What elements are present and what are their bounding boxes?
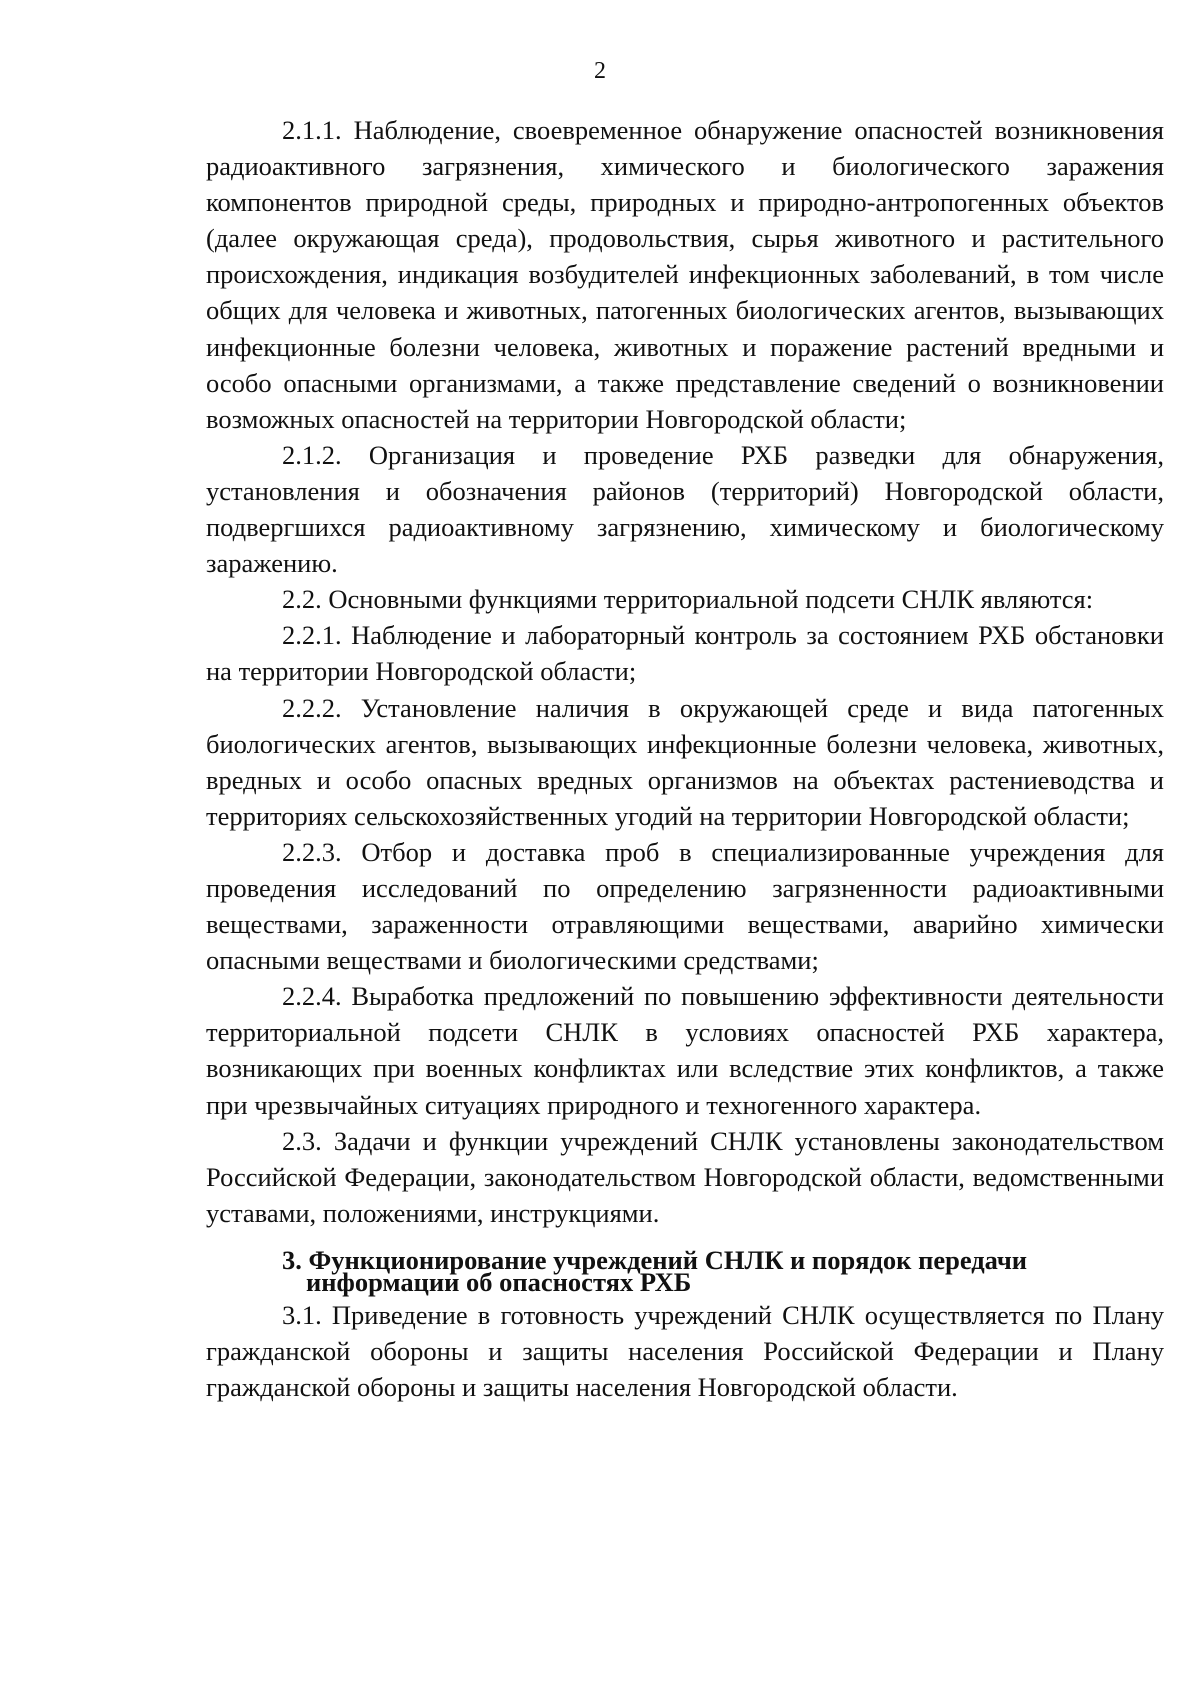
document-body (206, 112, 1164, 1405)
section-3-heading (206, 1244, 1164, 1297)
page-number: 2 (594, 58, 606, 84)
paragraph-2-3: 2.3. Задачи и функции учреждений СНЛК установлены законодательством Российской Федерации, законодательством Новгородской области, ведомственными уставами, положениями, инструкциями. (206, 1125, 1164, 1228)
paragraph-2-1-1: 2.1.1. Наблюдение, своевременное обнаружение опасностей возникновения радиоактивного загрязнения, химического и биологического заражения компонентов природной среды, природных и природно-антропогенных объектов (далее окружающая среда), продовольствия, сырья животного и растительного происхождения, индикация возбудителей инфекционных заболеваний, в том числе общих для человека и животных, патогенных биологических агентов, вызывающих инфекционные болезни человека, животных и поражение растений вредными и особо опасными организмами, а также представление сведений о возникновении возможных опасностей на территории Новгородской области; (206, 115, 1164, 434)
paragraph-2-2-2: 2.2.2. Установление наличия в окружающей среде и вида патогенных биологических агентов, вызывающих инфекционные болезни человека, животных, вредных и особо опасных вредных организмов на объектах растениеводства и территориях сельскохозяйственных угодий на территории Новгородской области; (206, 692, 1164, 831)
section-3-heading-line1: 3. Функционирование учреждений СНЛК и порядок передачи (282, 1244, 1028, 1275)
paragraph-2-2-1: 2.2.1. Наблюдение и лабораторный контроль за состоянием РХБ обстановки на территории Новгородской области; (206, 620, 1164, 687)
paragraph-3-1: 3.1. Приведение в готовность учреждений СНЛК осуществляется по Плану гражданской обороны и защиты населения Российской Федерации и Плану гражданской обороны и защиты населения Новгородской области. (206, 1299, 1164, 1403)
paragraph-2-2-3: 2.2.3. Отбор и доставка проб в специализированные учреждения для проведения исследований по определению загрязненности радиоактивными веществами, зараженности отравляющими веществами, аварийно химически опасными веществами и биологическими средствами; (206, 836, 1164, 976)
paragraph-2-2: 2.2. Основными функциями территориальной подсети СНЛК являются: (282, 584, 1094, 615)
paragraph-2-1-2: 2.1.2. Организация и проведение РХБ разведки для обнаружения, установления и обозначения районов (территорий) Новгородской области, подвергшихся радиоактивному загрязнению, химическому и биологическому заражению. (206, 439, 1164, 579)
section-3-heading-line2: информации об опасностях РХБ (306, 1266, 692, 1297)
paragraph-2-2-4: 2.2.4. Выработка предложений по повышению эффективности деятельности территориальной подсети СНЛК в условиях опасностей РХБ характера, возникающих при военных конфликтах или вследствие этих конфликтов, а также при чрезвычайных ситуациях природного и техногенного характера. (206, 981, 1164, 1120)
